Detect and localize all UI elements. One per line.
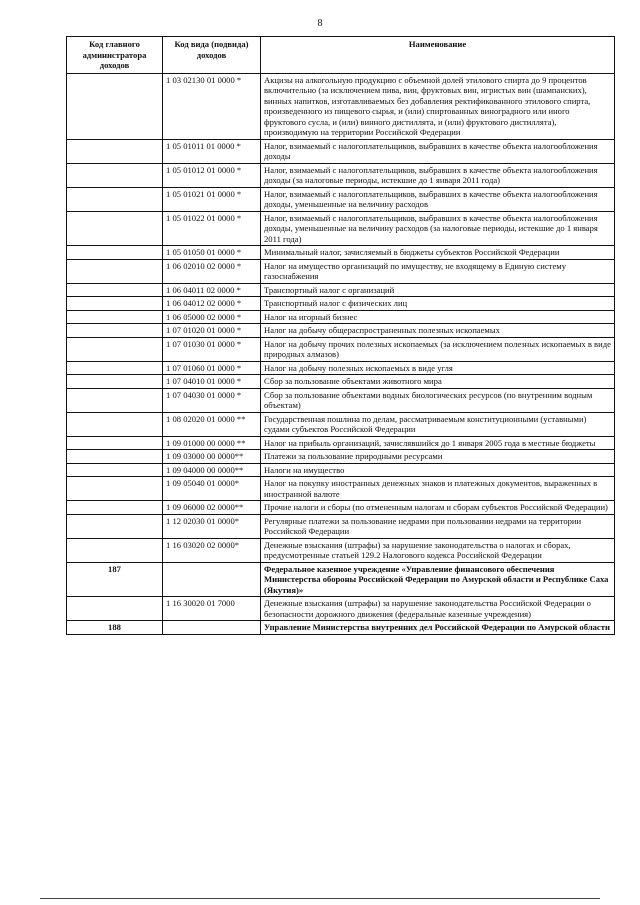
admin-code-cell xyxy=(67,412,163,436)
page-number: 8 xyxy=(317,18,323,29)
table-row xyxy=(67,375,615,389)
income-code-cell: 1 09 03000 00 0000** xyxy=(163,450,261,464)
income-name-cell: Платежи за пользование природными ресурсами xyxy=(261,450,615,464)
admin-code-cell xyxy=(67,246,163,260)
admin-code-cell xyxy=(67,477,163,501)
table-header-row xyxy=(67,37,615,74)
income-name-cell: Налог на игорный бизнес xyxy=(261,310,615,324)
income-code-cell: 1 07 01020 01 0000 * xyxy=(163,324,261,338)
admin-code-cell xyxy=(67,310,163,324)
admin-code-cell xyxy=(67,187,163,211)
table-row xyxy=(67,187,615,211)
admin-code-cell xyxy=(67,297,163,311)
admin-code-cell xyxy=(67,463,163,477)
income-name-cell: Налог на прибыль организаций, зачислявшийся до 1 января 2005 года в местные бюджеты xyxy=(261,436,615,450)
admin-code-cell xyxy=(67,501,163,515)
admin-code-cell xyxy=(67,337,163,361)
income-code-cell: 1 05 01022 01 0000 * xyxy=(163,211,261,246)
admin-code-cell xyxy=(67,139,163,163)
income-name-cell: Налог на имущество организаций по имуществу, не входящему в Единую систему газоснабжения xyxy=(261,259,615,283)
income-name-cell: Транспортный налог с физических лиц xyxy=(261,297,615,311)
income-name-cell: Минимальный налог, зачисляемый в бюджеты субъектов Российской Федерации xyxy=(261,246,615,260)
income-code-cell: 1 05 01050 01 0000 * xyxy=(163,246,261,260)
income-code-cell: 1 03 02130 01 0000 * xyxy=(163,73,261,139)
table-row xyxy=(67,436,615,450)
income-code-cell: 1 05 01011 01 0000 * xyxy=(163,139,261,163)
income-code-cell xyxy=(163,621,261,635)
page-bottom-rule xyxy=(40,898,600,899)
income-code-cell: 1 07 04010 01 0000 * xyxy=(163,375,261,389)
table-row xyxy=(67,501,615,515)
admin-code-cell xyxy=(67,597,163,621)
income-name-cell: Налог на добычу общераспространенных полезных ископаемых xyxy=(261,324,615,338)
income-name-cell: Федеральное казенное учреждение «Управление финансового обеспечения Министерства обороны Российской Федерации по Амурской области и Республике Саха (Якутия)» xyxy=(261,562,615,597)
income-code-cell: 1 05 01021 01 0000 * xyxy=(163,187,261,211)
income-code-cell: 1 16 30020 01 7000 xyxy=(163,597,261,621)
admin-code-cell xyxy=(67,211,163,246)
income-name-cell: Сбор за пользование объектами животного мира xyxy=(261,375,615,389)
income-name-cell: Налог, взимаемый с налогоплательщиков, выбравших в качестве объекта налогообложения доходы, уменьшенные на величину расходов xyxy=(261,187,615,211)
admin-code-cell xyxy=(67,324,163,338)
table-row xyxy=(67,297,615,311)
income-name-cell: Налог на покупку иностранных денежных знаков и платежных документов, выраженных в иностранной валюте xyxy=(261,477,615,501)
table-row xyxy=(67,514,615,538)
income-code-cell: 1 06 02010 02 0000 * xyxy=(163,259,261,283)
table-row xyxy=(67,562,615,597)
income-name-cell: Акцизы на алкогольную продукцию с объемной долей этилового спирта до 9 процентов включительно (за исключением пива, вин, фруктовых вин, игристых вин (шампанских), винных напитков, изготавливаемых без добавления ректификованного этилового спирта, произведенного из пищевого сырья, и (или) спиртованных виноградного или иного фруктового сусла, и (или) винного дистиллята, и (или) фруктового дистиллята), производимую на территории Российской Федерации xyxy=(261,73,615,139)
income-code-cell: 1 12 02030 01 0000* xyxy=(163,514,261,538)
income-name-cell: Налоги на имущество xyxy=(261,463,615,477)
table-row xyxy=(67,337,615,361)
admin-code-cell xyxy=(67,375,163,389)
income-code-cell: 1 09 04000 00 0000** xyxy=(163,463,261,477)
table-row xyxy=(67,73,615,139)
admin-code-cell xyxy=(67,436,163,450)
income-code-cell: 1 05 01012 01 0000 * xyxy=(163,163,261,187)
admin-code-cell xyxy=(67,514,163,538)
table-row xyxy=(67,139,615,163)
table-row xyxy=(67,259,615,283)
income-name-cell: Налог, взимаемый с налогоплательщиков, выбравших в качестве объекта налогообложения доходы, уменьшенные на величину расходов (за налоговые периоды, истекшие до 1 января 2011 года) xyxy=(261,211,615,246)
admin-code-cell xyxy=(67,73,163,139)
income-code-cell: 1 06 04011 02 0000 * xyxy=(163,283,261,297)
table-row xyxy=(67,463,615,477)
income-code-cell: 1 09 01000 00 0000 ** xyxy=(163,436,261,450)
table-row xyxy=(67,361,615,375)
income-code-cell: 1 07 01060 01 0000 * xyxy=(163,361,261,375)
table-row xyxy=(67,412,615,436)
income-name-cell: Налог на добычу прочих полезных ископаемых (за исключением полезных ископаемых в виде природных алмазов) xyxy=(261,337,615,361)
table-row xyxy=(67,324,615,338)
income-code-cell: 1 09 06000 02 0000** xyxy=(163,501,261,515)
income-name-cell: Управление Министерства внутренних дел Российской Федерации по Амурской области xyxy=(261,621,615,635)
income-name-cell: Государственная пошлина по делам, рассматриваемым конституционными (уставными) судами субъектов Российской Федерации xyxy=(261,412,615,436)
admin-code-cell xyxy=(67,259,163,283)
header-name: Наименование xyxy=(261,37,615,74)
table-row xyxy=(67,621,615,635)
income-name-cell: Денежные взыскания (штрафы) за нарушение законодательства о налогах и сборах, предусмотренные статьей 129.2 Налогового кодекса Российской Федерации xyxy=(261,538,615,562)
admin-code-cell xyxy=(67,361,163,375)
income-name-cell: Сбор за пользование объектами водных биологических ресурсов (по внутренним водным объектам) xyxy=(261,388,615,412)
admin-code-cell xyxy=(67,163,163,187)
income-name-cell: Денежные взыскания (штрафы) за нарушение законодательства Российской Федерации о безопасности дорожного движения (федеральные казенные учреждения) xyxy=(261,597,615,621)
income-name-cell: Прочие налоги и сборы (по отмененным налогам и сборам субъектов Российской Федерации) xyxy=(261,501,615,515)
income-name-cell: Транспортный налог с организаций xyxy=(261,283,615,297)
income-code-cell: 1 06 04012 02 0000 * xyxy=(163,297,261,311)
table-row xyxy=(67,450,615,464)
table-row xyxy=(67,388,615,412)
admin-code-cell xyxy=(67,388,163,412)
table-row xyxy=(67,477,615,501)
income-code-cell xyxy=(163,562,261,597)
income-name-cell: Налог, взимаемый с налогоплательщиков, выбравших в качестве объекта налогообложения доходы xyxy=(261,139,615,163)
income-code-cell: 1 08 02020 01 0000 ** xyxy=(163,412,261,436)
table-row xyxy=(67,310,615,324)
table-row xyxy=(67,211,615,246)
admin-code-cell xyxy=(67,450,163,464)
header-income-code: Код вида (подвида) доходов xyxy=(163,37,261,74)
table-row xyxy=(67,163,615,187)
admin-code-cell xyxy=(67,538,163,562)
income-code-cell: 1 07 01030 01 0000 * xyxy=(163,337,261,361)
income-name-cell: Регулярные платежи за пользование недрами при пользовании недрами на территории Российской Федерации xyxy=(261,514,615,538)
admin-code-cell xyxy=(67,283,163,297)
income-name-cell: Налог на добычу полезных ископаемых в виде угля xyxy=(261,361,615,375)
admin-code-cell: 187 xyxy=(67,562,163,597)
income-codes-table xyxy=(66,36,615,635)
income-code-cell: 1 07 04030 01 0000 * xyxy=(163,388,261,412)
income-code-cell: 1 09 05040 01 0000* xyxy=(163,477,261,501)
table-row xyxy=(67,246,615,260)
income-code-cell: 1 06 05000 02 0000 * xyxy=(163,310,261,324)
table-row xyxy=(67,597,615,621)
table-body xyxy=(67,73,615,634)
header-admin-code: Код главного администратора доходов xyxy=(67,37,163,74)
admin-code-cell: 188 xyxy=(67,621,163,635)
income-code-cell: 1 16 03020 02 0000* xyxy=(163,538,261,562)
income-name-cell: Налог, взимаемый с налогоплательщиков, выбравших в качестве объекта налогообложения доходы (за налоговые периоды, истекшие до 1 января 2011 года) xyxy=(261,163,615,187)
table-row xyxy=(67,538,615,562)
table-row xyxy=(67,283,615,297)
